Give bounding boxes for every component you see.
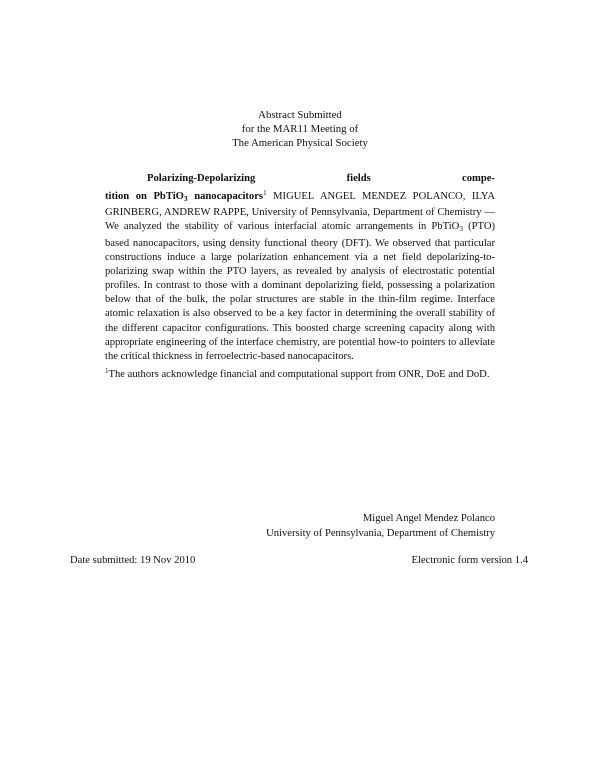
abstract-body <box>105 172 495 364</box>
abstract-title-part-3: nanocapacitors <box>187 191 264 203</box>
abstract-text-part-2: (PTO) based nanocapacitors, using density functional theory (DFT). We observed that particular constructions induce a large polarization enhancement via a net field depolarizing-to-polarizing swap within the PTO layers, as revealed by analysis of electrostatic potential profiles. In contrast to those with a dominant depolarizing field, possessing a polarization below that of the bulk, the polar structures are stable in the thin-film regime. Interface atomic relaxation is also observed to be a key factor in determining the overall stability of the different capacitor configurations. This boosted charge screening capacity along with appropriate engineering of the interface chemistry, are potential how-to pointers to alleviate the critical thickness in ferroelectric-based nanocapacitors. <box>105 221 496 362</box>
abstract-title-part-2: tition on PbTiO <box>105 191 184 203</box>
abstract-header <box>0 108 600 151</box>
signature-name: Miguel Angel Mendez Polanco <box>362 513 495 524</box>
abstract-authors: MIGUEL ANGEL MENDEZ POLANCO, ILYA GRINBERG, ANDREW RAPPE, University of Pennsylvania, Department of Chemistry <box>105 191 495 219</box>
abstract-text-part-1: — We analyzed the stability of various interfacial atomic arrangements in PbTiO <box>105 207 495 233</box>
abstract-title-subscript: 3 <box>183 194 188 204</box>
footnote-text: The authors acknowledge financial and computational support from ONR, DoE and DoD. <box>108 369 490 380</box>
header-line-2: for the MAR11 Meeting of <box>241 123 359 136</box>
header-line-3: The American Physical Society <box>232 137 368 150</box>
header-line-1: Abstract Submitted <box>258 109 342 121</box>
signature-block <box>266 512 495 541</box>
abstract-title-part-1: Polarizing-Depolarizing fields compe- <box>147 173 495 184</box>
date-submitted: Date submitted: 19 Nov 2010 <box>70 555 196 566</box>
footnote-mark: 1 <box>105 367 109 375</box>
signature-affiliation: University of Pennsylvania, Department of Chemistry <box>266 527 495 539</box>
abstract-text-subscript: 3 <box>459 224 464 234</box>
title-footnote-mark: 1 <box>263 189 267 198</box>
footnote <box>105 364 495 382</box>
form-version: Electronic form version 1.4 <box>411 555 528 566</box>
